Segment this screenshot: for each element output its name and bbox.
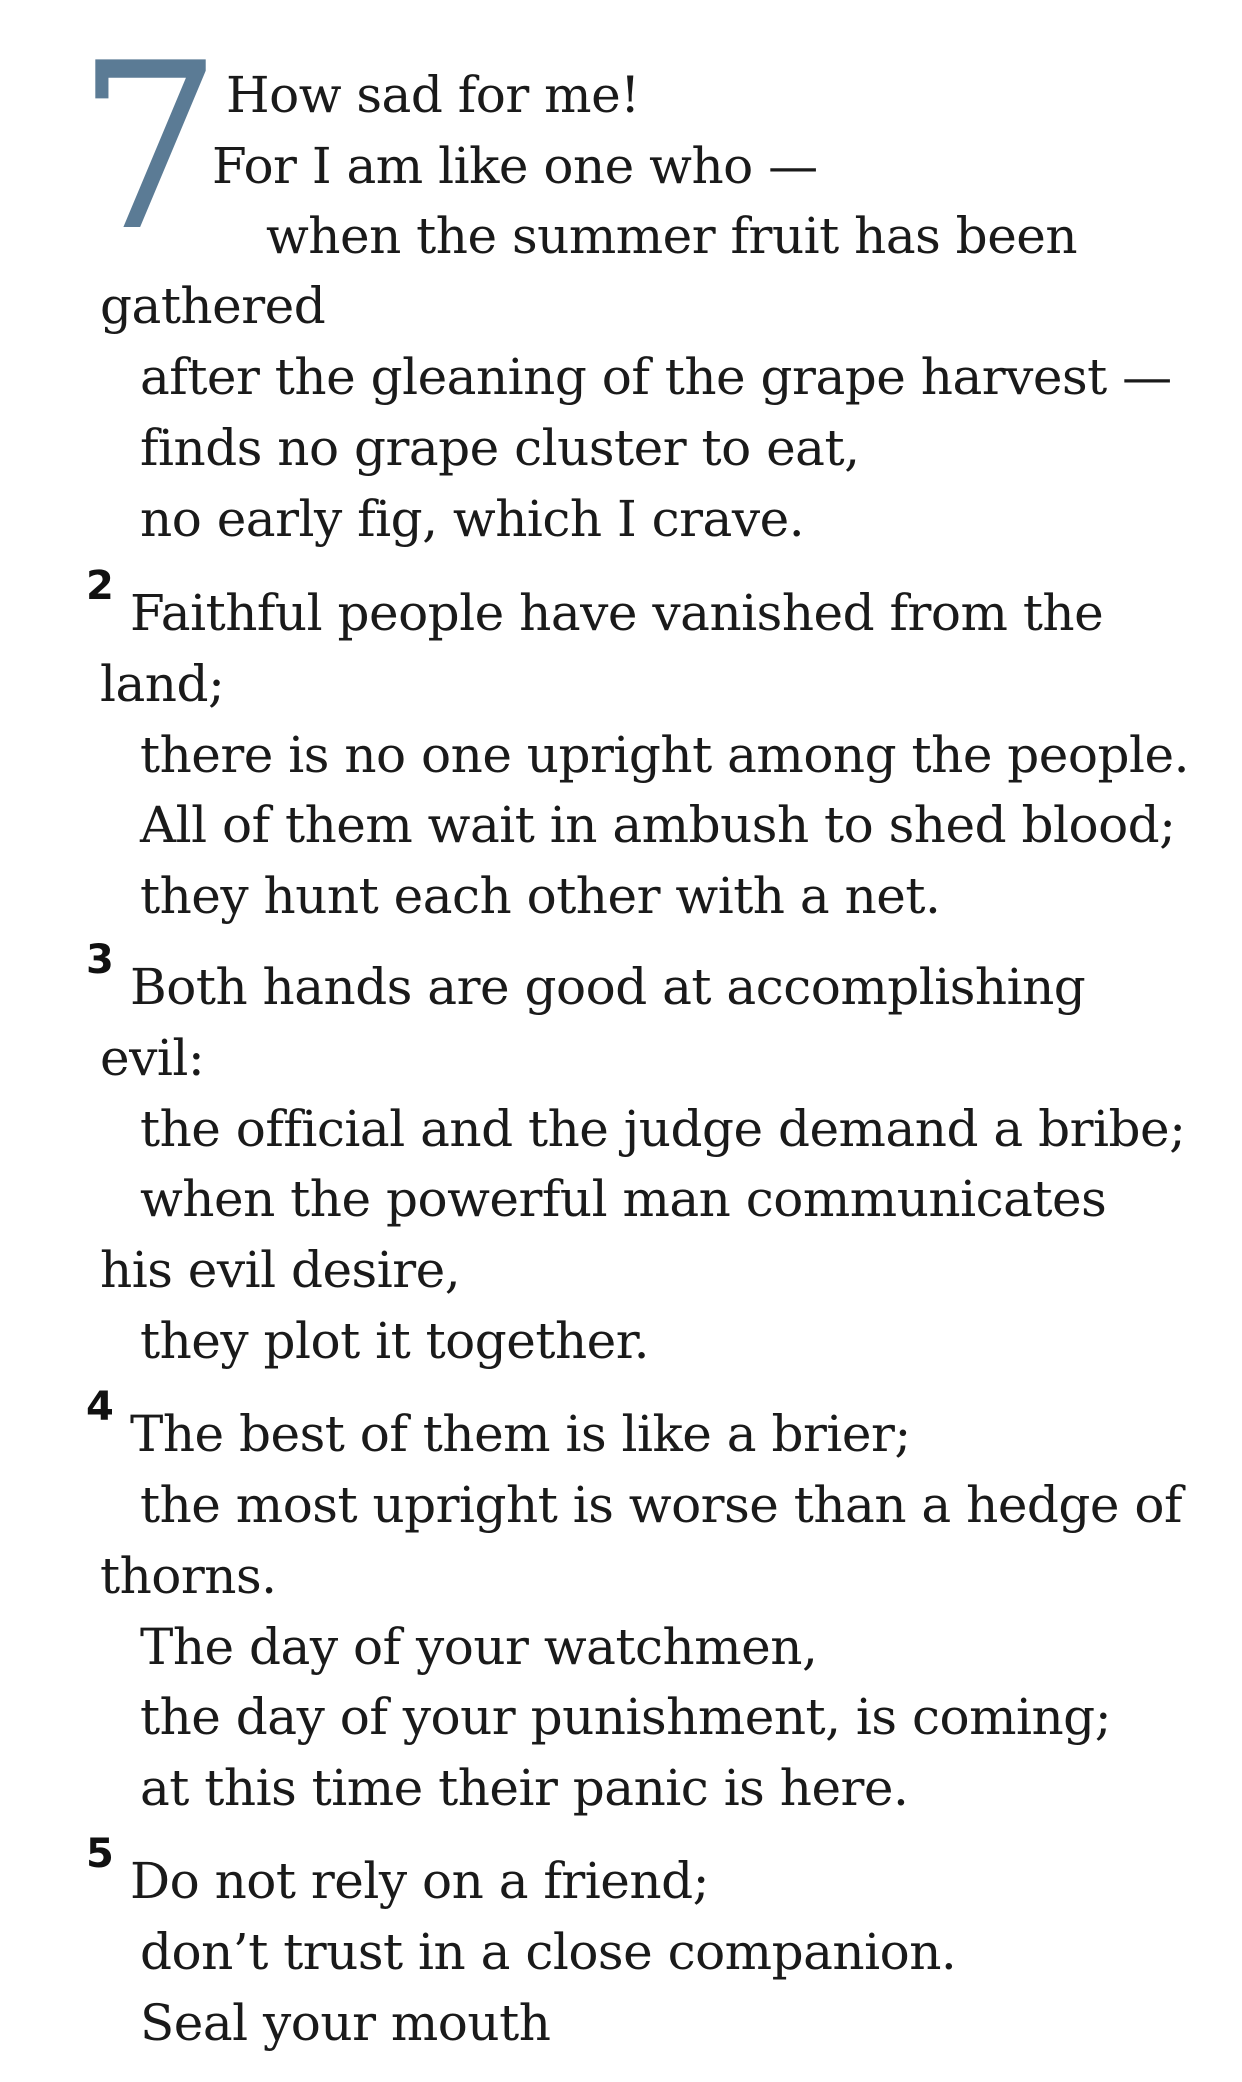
verse-number-2: 2 [86,563,114,609]
verse-line: no early fig, which I crave. [140,490,805,548]
verse-line: land; [100,655,225,713]
verse-line: his evil desire, [100,1241,461,1299]
verse-line: there is no one upright among the people. [140,726,1189,784]
verse-line: The day of your watchmen, [140,1618,818,1676]
verse-number-3: 3 [86,937,114,983]
chapter-number: 7 [76,15,223,282]
verse-line: Do not rely on a friend; [130,1852,709,1910]
verse-line: thorns. [100,1547,277,1605]
verse-number-5: 5 [86,1831,114,1877]
verse-line: gathered [100,277,326,335]
verse-line: the official and the judge demand a bribe; [140,1100,1186,1158]
verse-line: when the summer fruit has been [266,207,1078,265]
verse-line: when the powerful man communicates [140,1170,1107,1228]
verse-number-4: 4 [86,1384,114,1430]
verse-line: finds no grape cluster to eat, [140,419,860,477]
verse-line: the day of your punishment, is coming; [140,1688,1112,1746]
verse-line: the most upright is worse than a hedge of [140,1476,1183,1534]
verse-line: they plot it together. [140,1312,650,1370]
verse-line: don’t trust in a close companion. [140,1923,957,1981]
verse-line: Seal your mouth [140,1994,551,2052]
verse-line: All of them wait in ambush to shed blood; [140,796,1176,854]
verse-line: The best of them is like a brier; [130,1405,911,1463]
verse-line: at this time their panic is here. [140,1759,909,1817]
verse-line: Faithful people have vanished from the [130,584,1104,642]
verse-line: Both hands are good at accomplishing [130,958,1086,1016]
verse-line: How sad for me! [226,66,640,124]
verse-line: after the gleaning of the grape harvest — [140,348,1172,406]
verse-line: For I am like one who — [212,137,818,195]
verse-line: evil: [100,1029,205,1087]
verse-line: they hunt each other with a net. [140,867,941,925]
